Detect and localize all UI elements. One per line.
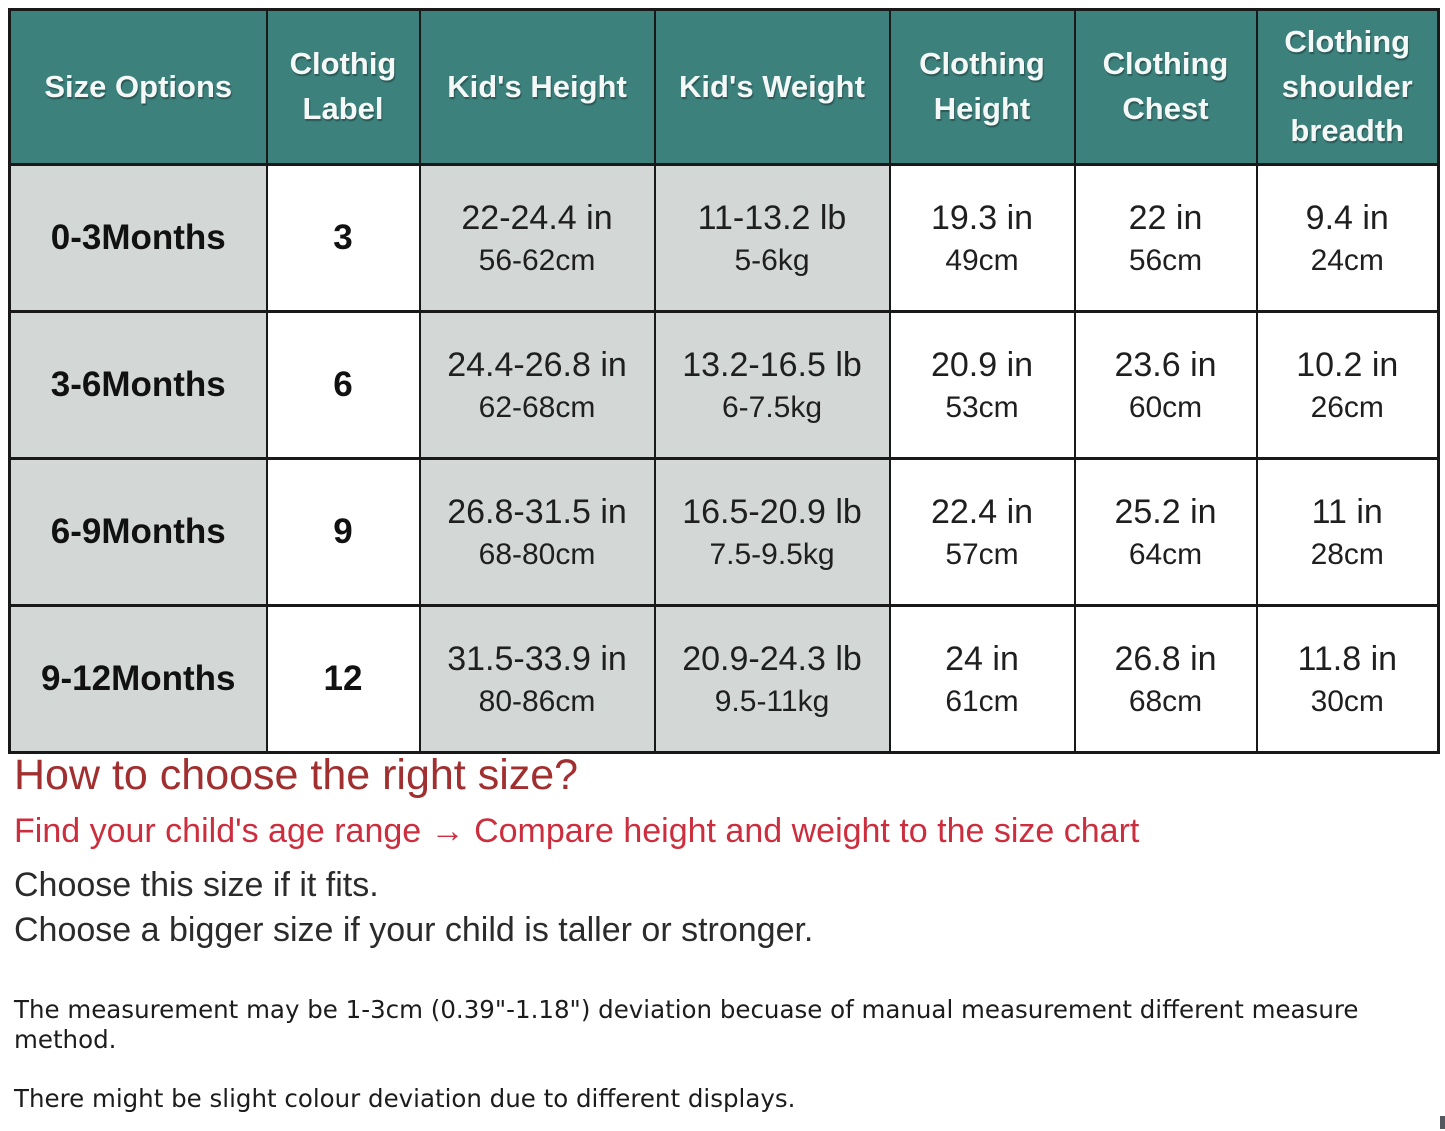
- notes-title: How to choose the right size?: [14, 751, 579, 799]
- cell-kid-height: [420, 459, 655, 606]
- clothing-height-cm: 49cm: [945, 243, 1019, 277]
- cell-kid-weight: [655, 165, 890, 312]
- kid-weight-lb: 11-13.2 lb: [697, 199, 847, 238]
- cell-kid-height: [420, 606, 655, 753]
- clothing-chest-cm: 64cm: [1128, 537, 1203, 571]
- cell-size-option: 3-6Months: [10, 312, 267, 459]
- clothing-height-cm: 57cm: [945, 537, 1019, 571]
- clothing-chest-in: 25.2 in: [1114, 493, 1217, 532]
- cell-clothing-label: 3: [267, 165, 420, 312]
- table-row: [10, 312, 1439, 459]
- col-header-kids-weight: Kid's Weight: [655, 10, 890, 165]
- clothing-chest-cm: 68cm: [1128, 684, 1203, 718]
- kid-height-in: 31.5-33.9 in: [447, 640, 627, 679]
- col-header-size-options: Size Options: [10, 10, 267, 165]
- cell-clothing-height: [890, 459, 1075, 606]
- notes-line-fit: Choose this size if it fits.: [14, 866, 379, 905]
- cell-size-option: 0-3Months: [10, 165, 267, 312]
- kid-height-cm: 62-68cm: [478, 390, 596, 424]
- cell-clothing-height: [890, 312, 1075, 459]
- col-header-kids-height: Kid's Height: [420, 10, 655, 165]
- kid-weight-kg: 7.5-9.5kg: [709, 537, 835, 571]
- cell-clothing-chest: [1075, 606, 1257, 753]
- notes-measurement-deviation: The measurement may be 1-3cm (0.39"-1.18") deviation becuase of manual measurement different measure method.: [14, 994, 1359, 1055]
- kid-height-cm: 80-86cm: [478, 684, 596, 718]
- table-header-row: [10, 10, 1439, 165]
- cell-size-option: 9-12Months: [10, 606, 267, 753]
- cell-kid-weight: [655, 459, 890, 606]
- shoulder-in: 11 in: [1311, 493, 1383, 532]
- kid-height-cm: 56-62cm: [478, 243, 596, 277]
- cell-shoulder-breadth: [1257, 459, 1439, 606]
- kid-weight-lb: 20.9-24.3 lb: [682, 640, 862, 679]
- kid-weight-kg: 5-6kg: [734, 243, 810, 277]
- shoulder-in: 10.2 in: [1296, 346, 1399, 385]
- col-header-shoulder-breadth: Clothing shoulder breadth: [1257, 10, 1439, 165]
- col-header-clothing-height: Clothing Height: [890, 10, 1075, 165]
- cell-clothing-label: 6: [267, 312, 420, 459]
- clothing-chest-cm: 56cm: [1128, 243, 1203, 277]
- edge-artifact: [1440, 1116, 1445, 1129]
- shoulder-in: 9.4 in: [1305, 199, 1389, 238]
- cell-clothing-chest: [1075, 459, 1257, 606]
- kid-weight-kg: 9.5-11kg: [714, 684, 830, 718]
- kid-height-in: 22-24.4 in: [461, 199, 613, 238]
- cell-clothing-height: [890, 606, 1075, 753]
- cell-clothing-height: [890, 165, 1075, 312]
- clothing-chest-cm: 60cm: [1128, 390, 1203, 424]
- clothing-chest-in: 23.6 in: [1114, 346, 1217, 385]
- kid-height-in: 24.4-26.8 in: [447, 346, 627, 385]
- notes-colour-deviation: There might be slight colour deviation due to different displays.: [14, 1084, 796, 1114]
- kid-weight-lb: 16.5-20.9 lb: [682, 493, 862, 532]
- sizing-notes: [14, 752, 1434, 1115]
- kid-weight-lb: 13.2-16.5 lb: [682, 346, 862, 385]
- shoulder-cm: 30cm: [1310, 684, 1384, 718]
- cell-size-option: 6-9Months: [10, 459, 267, 606]
- clothing-height-in: 22.4 in: [930, 493, 1034, 532]
- cell-clothing-chest: [1075, 312, 1257, 459]
- size-chart-table: [8, 8, 1440, 754]
- col-header-clothing-label: Clothig Label: [267, 10, 420, 165]
- cell-shoulder-breadth: [1257, 312, 1439, 459]
- shoulder-cm: 26cm: [1310, 390, 1384, 424]
- notes-subtitle: Find your child's age range → Compare height and weight to the size chart: [14, 812, 1140, 851]
- cell-kid-weight: [655, 606, 890, 753]
- cell-shoulder-breadth: [1257, 606, 1439, 753]
- cell-clothing-chest: [1075, 165, 1257, 312]
- shoulder-cm: 24cm: [1310, 243, 1384, 277]
- kid-weight-kg: 6-7.5kg: [721, 390, 823, 424]
- table-row: [10, 459, 1439, 606]
- shoulder-cm: 28cm: [1310, 537, 1384, 571]
- clothing-height-cm: 61cm: [945, 684, 1019, 718]
- table-row: [10, 165, 1439, 312]
- cell-kid-height: [420, 165, 655, 312]
- clothing-height-in: 20.9 in: [930, 346, 1034, 385]
- clothing-height-cm: 53cm: [945, 390, 1019, 424]
- col-header-clothing-chest: Clothing Chest: [1075, 10, 1257, 165]
- clothing-chest-in: 22 in: [1128, 199, 1203, 238]
- cell-clothing-label: 12: [267, 606, 420, 753]
- cell-shoulder-breadth: [1257, 165, 1439, 312]
- table-row: [10, 606, 1439, 753]
- clothing-height-in: 19.3 in: [930, 199, 1034, 238]
- notes-line-bigger: Choose a bigger size if your child is taller or stronger.: [14, 910, 814, 949]
- kid-height-in: 26.8-31.5 in: [447, 493, 627, 532]
- cell-kid-weight: [655, 312, 890, 459]
- clothing-chest-in: 26.8 in: [1114, 640, 1217, 679]
- clothing-height-in: 24 in: [945, 640, 1019, 679]
- cell-clothing-label: 9: [267, 459, 420, 606]
- cell-kid-height: [420, 312, 655, 459]
- kid-height-cm: 68-80cm: [478, 537, 596, 571]
- shoulder-in: 11.8 in: [1297, 640, 1398, 679]
